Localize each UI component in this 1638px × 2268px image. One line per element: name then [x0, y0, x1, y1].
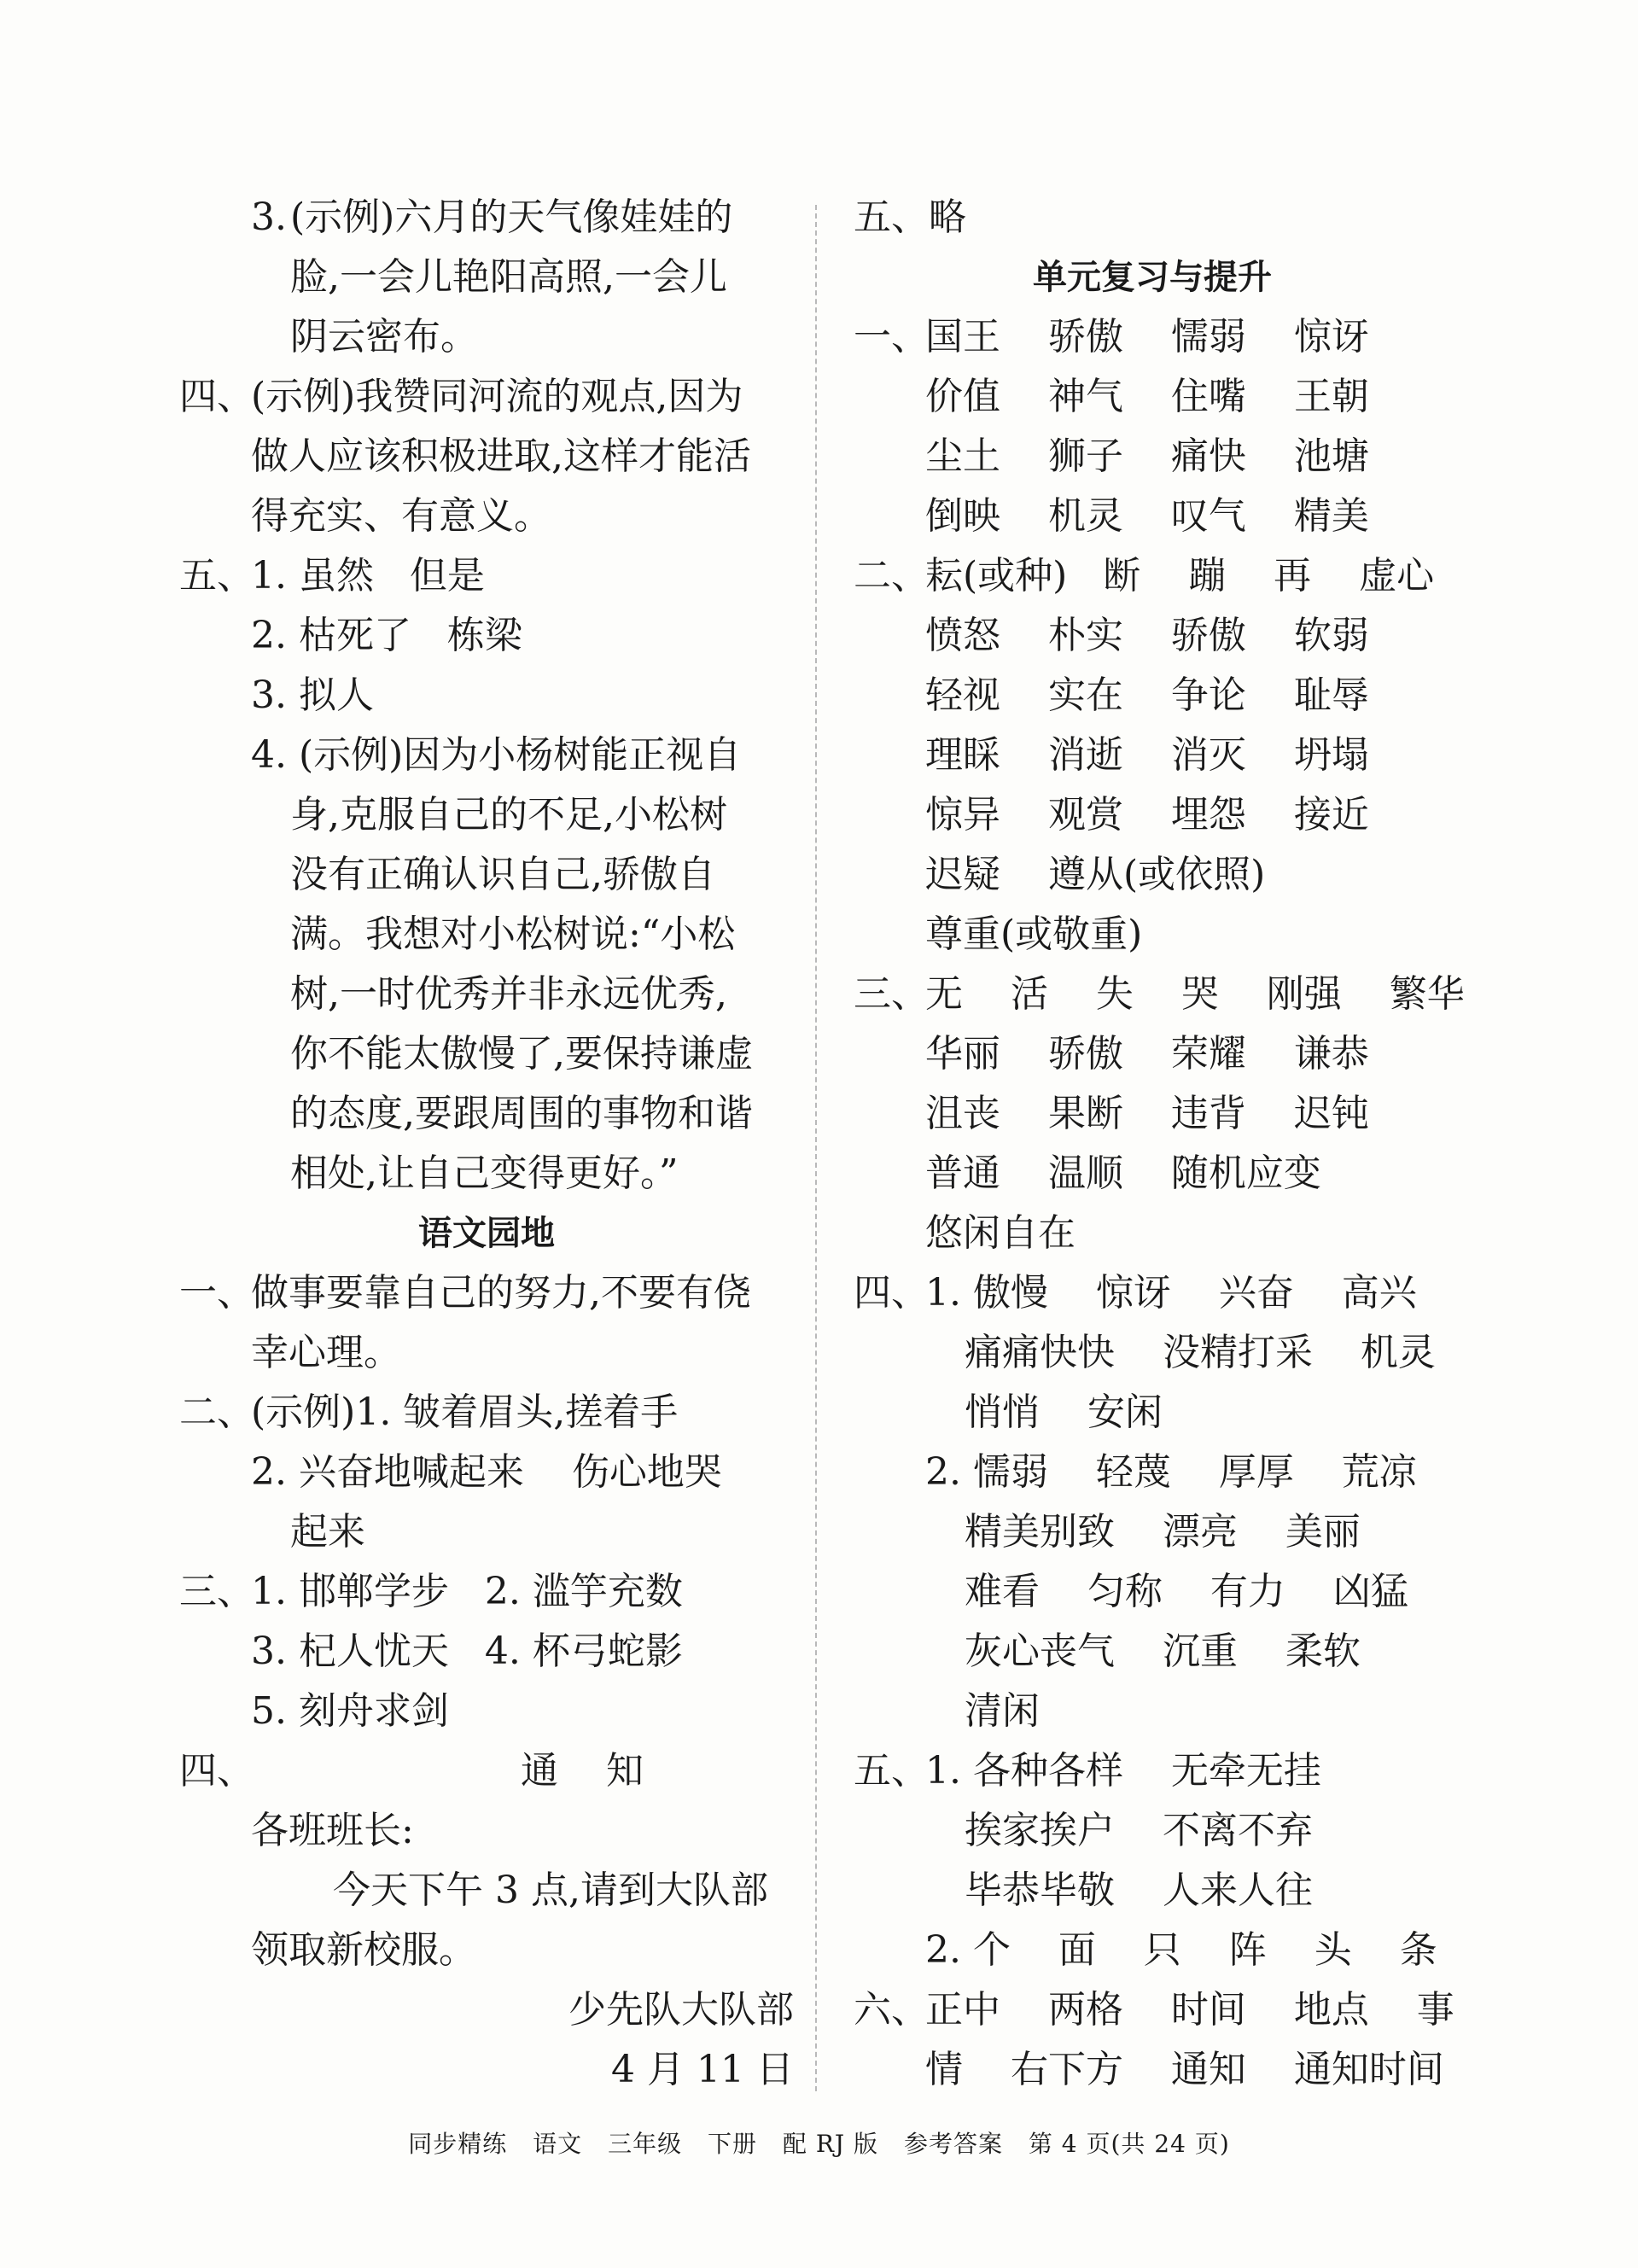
r2-head: 二、 [854, 554, 929, 598]
q3-number: 3. [251, 195, 287, 239]
notice-title: 通 知 [521, 1749, 644, 1793]
page-footer [0, 2125, 1638, 2160]
r4-line-4: 2. 懦弱 轻蔑 厚厚 荒凉 [925, 1450, 1417, 1494]
r4-line-7: 灰心丧气 沉重 柔软 [965, 1630, 1361, 1673]
s4-line-2: 做人应该积极进取,这样才能活 [251, 434, 751, 478]
r2-line-5: 惊异 观赏 埋怨 接近 [925, 793, 1369, 837]
g1-head: 一、 [179, 1271, 254, 1315]
r5b-head: 五、 [854, 1749, 929, 1793]
r2-line-2: 愤怒 朴实 骄傲 软弱 [925, 614, 1369, 657]
garden-title: 语文园地 [418, 1214, 555, 1253]
g2-line-2: 2. 兴奋地喊起来 伤心地哭 [251, 1450, 722, 1494]
g2-line-3: 起来 [290, 1510, 365, 1554]
g3-line-2: 3. 杞人忧天 4. 杯弓蛇影 [251, 1630, 683, 1673]
r4-head: 四、 [854, 1271, 929, 1315]
r4-line-1: 四、 1. 傲慢 惊讶 兴奋 高兴 [854, 1263, 1451, 1323]
s4-head: 四、 [179, 375, 254, 418]
r4-line-5: 精美别致 漂亮 美丽 [965, 1510, 1361, 1554]
r1-line-1: 一、 国王 骄傲 懦弱 惊讶 [854, 307, 1451, 367]
r3-line-5: 悠闲自在 [925, 1211, 1075, 1255]
s5-q4-line-1: 4. (示例)因为小杨树能正视自 [251, 733, 742, 777]
r3-line-2: 华丽 骄傲 荣耀 谦恭 [925, 1032, 1369, 1076]
notice-body-2: 领取新校服。 [251, 1928, 476, 1972]
r5b-line-2: 挨家挨户 不离不弃 [965, 1809, 1313, 1852]
notice-body-1: 今天下午 3 点,请到大队部 [333, 1869, 768, 1912]
g3-head: 三、 [179, 1570, 254, 1613]
r2-line-7: 尊重(或敬重) [925, 912, 1143, 956]
footer-page-number: 第 4 页(共 24 页) [1028, 2130, 1230, 2158]
r6-head: 六、 [854, 1988, 929, 2032]
g2-head: 二、 [179, 1391, 254, 1434]
footer-book: 同步精练 [408, 2130, 508, 2158]
footer-answer-label: 参考答案 [903, 2130, 1003, 2158]
g3-line-1: 三、 1. 邯郸学步 2. 滥竽充数 [179, 1562, 794, 1622]
r5b-line-4: 2. 个 面 只 阵 头 条 [925, 1928, 1437, 1972]
r3-line-1: 三、 无 活 失 哭 刚强 繁华 [854, 965, 1451, 1024]
g4-head: 四、 [179, 1749, 254, 1793]
r2-line-3: 轻视 实在 争论 耻辱 [925, 673, 1369, 717]
r6-line-2: 情 右下方 通知 通知时间 [925, 2048, 1444, 2091]
notice-sign: 少先队大队部 [568, 1988, 794, 2032]
s5-q4-line-2: 身,克服自己的不足,小松树 [290, 793, 727, 837]
s5-q4-line-8: 相处,让自己变得更好。” [290, 1151, 679, 1195]
r4-line-3: 悄悄 安闲 [965, 1391, 1163, 1434]
s5-q4-line-3: 没有正确认识自己,骄傲自 [290, 853, 715, 896]
r5-line: 五、略 [854, 195, 966, 239]
s5-line-1: 五、 1. 虽然 但是 [179, 546, 794, 606]
left-column [179, 188, 794, 2100]
r2-line-6: 迟疑 遵从(或依照) [925, 853, 1266, 896]
r3-head: 三、 [854, 972, 929, 1016]
q3-line-2: 脸,一会儿艳阳高照,一会儿 [290, 255, 727, 299]
s5-line-3: 3. 拟人 [251, 673, 374, 717]
r1-head: 一、 [854, 315, 929, 359]
r5b-line-1: 五、 1. 各种各样 无牵无挂 [854, 1741, 1451, 1801]
r4-line-6: 难看 匀称 有力 凶猛 [965, 1570, 1408, 1613]
r1-line-4: 倒映 机灵 叹气 精美 [925, 494, 1369, 538]
r5b-line-3: 毕恭毕敬 人来人往 [965, 1869, 1313, 1912]
s5-q4-line-6: 你不能太傲慢了,要保持谦虚 [290, 1032, 753, 1076]
s5-q4-line-5: 树,一时优秀并非永远优秀, [290, 972, 727, 1016]
g1-line-1: 一、 做事要靠自己的努力,不要有侥 [179, 1263, 794, 1323]
right-column [854, 188, 1465, 2100]
notice-to: 各班班长: [251, 1809, 414, 1852]
r6-line-1: 六、 正中 两格 时间 地点 事 [854, 1980, 1451, 2040]
r2-line-1: 二、 耘(或种) 断 蹦 再 虚心 [854, 546, 1451, 606]
g4-line-1 [179, 1741, 794, 1801]
q3-line-3: 阴云密布。 [290, 315, 478, 359]
g2-line-1: 二、 (示例)1. 皱着眉头,搓着手 [179, 1383, 794, 1443]
s5-head: 五、 [179, 554, 254, 598]
r4-line-2: 痛痛快快 没精打采 机灵 [965, 1331, 1436, 1374]
s4-line-1: 四、 (示例)我赞同河流的观点,因为 [179, 367, 794, 427]
r4-line-8: 清闲 [965, 1689, 1040, 1733]
footer-volume: 下册 [708, 2130, 758, 2158]
r1-line-2: 价值 神气 住嘴 王朝 [925, 375, 1369, 418]
footer-edition: 配 RJ 版 [782, 2130, 879, 2158]
notice-date: 4 月 11 日 [611, 2048, 794, 2091]
r3-line-3: 沮丧 果断 违背 迟钝 [925, 1092, 1369, 1135]
s5-q4-line-7: 的态度,要跟周围的事物和谐 [290, 1092, 753, 1135]
column-divider [815, 205, 817, 2091]
s5-q4-line-4: 满。我想对小松树说:“小松 [290, 912, 736, 956]
g1-line-2: 幸心理。 [251, 1331, 401, 1374]
footer-grade: 三年级 [608, 2130, 683, 2158]
footer-subject: 语文 [533, 2130, 583, 2158]
review-title: 单元复习与提升 [1033, 258, 1272, 297]
r3-line-4: 普通 温顺 随机应变 [925, 1151, 1321, 1195]
q3-line-1: 3. (示例)六月的天气像娃娃的 [179, 188, 794, 248]
r2-line-4: 理睬 消逝 消灭 坍塌 [925, 733, 1369, 777]
s4-line-3: 得充实、有意义。 [251, 494, 551, 538]
g3-line-3: 5. 刻舟求剑 [251, 1689, 449, 1733]
s5-line-2: 2. 枯死了 栋梁 [251, 614, 522, 657]
r1-line-3: 尘土 狮子 痛快 池塘 [925, 434, 1369, 478]
